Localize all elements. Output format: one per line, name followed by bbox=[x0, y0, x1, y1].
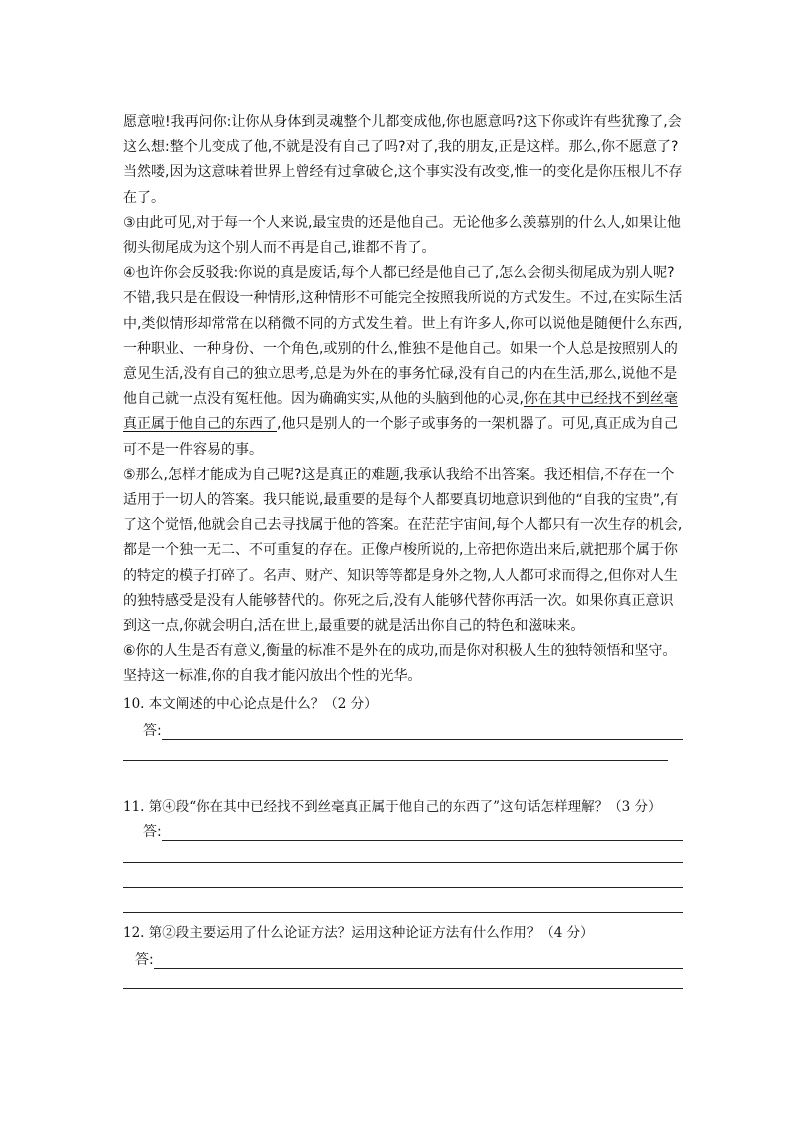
question-10: 10. 本文阐述的中心论点是什么？（2 分） bbox=[123, 696, 378, 712]
paragraph-3: ③由此可见,对于每一个人来说,最宝贵的还是他自己。无论他多么羡慕别的什么人,如果让他彻头彻尾成为这个别人而不再是自己,谁都不肯了。 bbox=[123, 214, 681, 257]
reading-passage bbox=[123, 110, 683, 690]
paragraph-5: ⑤那么,怎样才能成为自己呢?这是真正的难题,我承认我给不出答案。我还相信,不存在一个适用于一切人的答案。我只能说,最重要的是每个人都要真切地意识到他的“自我的宝贵”,有了这个觉悟,他就会自己去寻找属于他的答案。在茫茫宇宙间,每个人都只有一次生存的机会,都是一个独一无二、不可重复的存在。正像卢梭所说的,上帝把你造出来后,就把那个属于你的特定的模子打碎了。名声、财产、知识等等都是身外之物,人人都可求而得之,但你对人生的独特感受是没有人能够替代的。你死之后,没有人能够代替你再活一次。如果你真正意识到这一点,你就会明白,活在世上,最重要的就是活出你自己的特色和滋味来。 bbox=[123, 466, 683, 635]
paragraph-6: ⑥你的人生是否有意义,衡量的标准不是外在的成功,而是你对积极人生的独特领悟和坚守。坚持这一标准,你的自我才能闪放出个性的光华。 bbox=[123, 643, 677, 685]
answer-11-line-4[interactable] bbox=[123, 912, 683, 913]
answer-label: 答: bbox=[143, 723, 162, 739]
answer-12-line-1[interactable] bbox=[154, 952, 683, 969]
answer-11-line-1[interactable] bbox=[162, 824, 683, 841]
answer-label: 答: bbox=[135, 952, 154, 968]
answer-12-row bbox=[135, 949, 683, 969]
answer-label: 答: bbox=[143, 824, 162, 840]
answer-10-row bbox=[143, 720, 683, 740]
answer-11-line-2[interactable] bbox=[123, 862, 683, 863]
answer-10-line-1[interactable] bbox=[162, 723, 683, 740]
paragraph-4-text-a: ④也许你会反驳我:你说的真是废话,每个人都已经是他自己了,怎么会彻头彻尾成为别人呢?不错,我只是在假设一种情形,这种情形不可能完全按照我所说的方式发生。不过,在实际生活中,类似情形却常常在以稍微不同的方式发生着。世上有许多人,你可以说他是随便什么东西,一种职业、一种身份、一个角色,或别的什么,惟独不是他自己。如果一个人总是按照别人的意见生活,没有自己的独立思考,总是为外在的事务忙碌,没有自己的内在生活,那么,说他不是他自己就一点没有冤枉他。因为确确实实,从他的头脑到他的心灵, bbox=[123, 265, 683, 408]
answer-10-line-2[interactable] bbox=[123, 760, 668, 761]
underlined-sentence: 你在其中已经找不到丝毫真正属于他自己的东西了 bbox=[123, 391, 678, 433]
question-12: 12. 第②段主要运用了什么论证方法？运用这种论证方法有什么作用？（4 分） bbox=[123, 925, 594, 941]
paragraph-4 bbox=[123, 261, 683, 463]
answer-11-row bbox=[143, 821, 683, 841]
paragraph-4-text-b: ,他只是别人的一个影子或事务的一架机器了。可见,真正成为自己可不是一件容易的事。 bbox=[123, 416, 678, 458]
paragraph-continuation: 愿意啦!我再问你:让你从身体到灵魂整个儿都变成他,你也愿意吗?这下你或许有些犹豫了,会这么想:整个儿变成了他,不就是没有自己了吗?对了,我的朋友,正是这样。那么,你不愿意了?当然喽,因为这意味着世界上曾经有过拿破仑,这个事实没有改变,惟一的变化是你压根儿不存在了。 bbox=[123, 114, 683, 206]
question-11: 11. 第④段“你在其中已经找不到丝毫真正属于他自己的东西了”这句话怎样理解？（3 分） bbox=[123, 799, 662, 815]
answer-11-line-3[interactable] bbox=[123, 887, 683, 888]
answer-12-line-2[interactable] bbox=[123, 988, 683, 989]
